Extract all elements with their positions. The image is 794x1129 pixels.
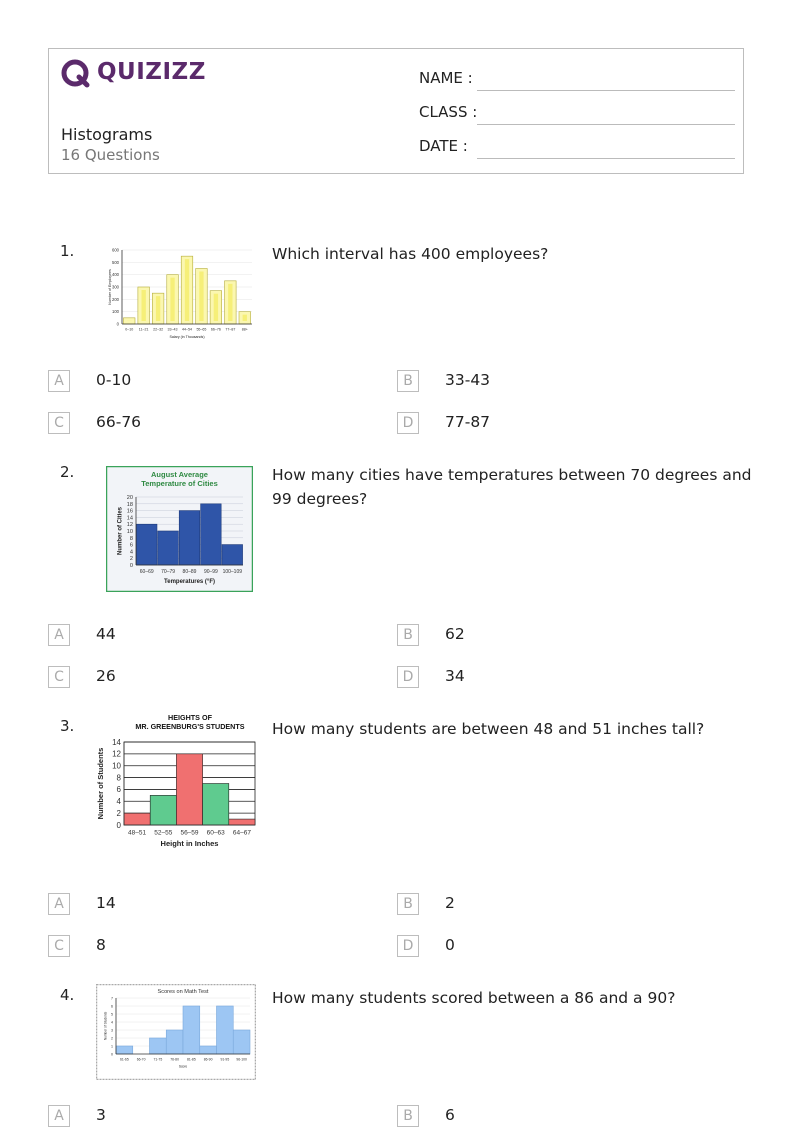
histogram-bar bbox=[217, 1006, 234, 1054]
x-category-label: 96-100 bbox=[236, 1057, 247, 1061]
histogram-bar bbox=[229, 819, 255, 825]
y-tick-label: 3 bbox=[111, 1028, 113, 1032]
option-text: 66-76 bbox=[96, 413, 141, 431]
x-category-label: 90–99 bbox=[204, 569, 218, 575]
logo-text: QUIZIZZ bbox=[97, 59, 206, 85]
question-text: Which interval has 400 employees? bbox=[272, 242, 752, 266]
option-letter: A bbox=[48, 893, 70, 915]
y-tick-label: 12 bbox=[112, 750, 121, 759]
x-category-label: 80–89 bbox=[183, 569, 197, 575]
histogram-chart-3 bbox=[94, 711, 260, 857]
x-category-label: 60–69 bbox=[140, 569, 154, 575]
x-category-label: 66-70 bbox=[137, 1057, 146, 1061]
x-category-label: 66–76 bbox=[211, 328, 221, 332]
class-line[interactable] bbox=[477, 124, 735, 125]
option-text: 6 bbox=[445, 1106, 455, 1124]
x-category-label: 71-75 bbox=[154, 1057, 163, 1061]
y-tick-label: 0 bbox=[111, 1052, 113, 1056]
option-text: 3 bbox=[96, 1106, 106, 1124]
x-category-label: 11–21 bbox=[139, 328, 149, 332]
histogram-chart-2 bbox=[106, 466, 253, 592]
bar-highlight bbox=[214, 294, 218, 321]
name-field[interactable] bbox=[419, 65, 735, 91]
y-tick-label: 4 bbox=[117, 797, 122, 806]
histogram-chart-1 bbox=[96, 244, 256, 342]
option-letter: D bbox=[397, 666, 419, 688]
x-category-label: 22–32 bbox=[153, 328, 163, 332]
question-number: 4. bbox=[60, 986, 74, 1004]
y-tick-label: 14 bbox=[127, 515, 133, 521]
histogram-bar bbox=[201, 504, 222, 565]
histogram-bar bbox=[136, 524, 157, 565]
y-tick-label: 16 bbox=[127, 509, 133, 515]
class-field[interactable] bbox=[419, 99, 735, 125]
y-tick-label: 6 bbox=[117, 785, 122, 794]
x-category-label: 64–67 bbox=[233, 830, 251, 837]
x-axis-label: Salary (in Thousands) bbox=[169, 335, 204, 339]
y-tick-label: 4 bbox=[111, 1020, 113, 1024]
bar-highlight bbox=[199, 272, 203, 322]
chart-title-line-2: Temperature of Cities bbox=[141, 479, 218, 488]
x-category-label: 76-80 bbox=[170, 1057, 179, 1061]
x-category-label: 0–10 bbox=[125, 328, 133, 332]
option-text: 44 bbox=[96, 625, 116, 643]
x-category-label: 33–43 bbox=[168, 328, 178, 332]
bar-highlight bbox=[170, 278, 174, 321]
date-field[interactable] bbox=[419, 133, 735, 159]
class-label: CLASS : bbox=[419, 103, 477, 121]
option-letter: B bbox=[397, 624, 419, 646]
option-letter: A bbox=[48, 370, 70, 392]
x-category-label: 91-95 bbox=[221, 1057, 230, 1061]
worksheet-title: Histograms bbox=[61, 125, 152, 144]
x-category-label: 86-90 bbox=[204, 1057, 213, 1061]
bar-highlight bbox=[185, 259, 189, 321]
option-text: 8 bbox=[96, 936, 106, 954]
x-category-label: 56–59 bbox=[180, 830, 198, 837]
bar-highlight bbox=[243, 315, 247, 321]
histogram-bar bbox=[222, 545, 243, 565]
y-tick-label: 8 bbox=[117, 773, 122, 782]
y-axis-label: Number of Employees bbox=[108, 269, 112, 305]
option-letter: B bbox=[397, 370, 419, 392]
y-tick-label: 4 bbox=[130, 549, 133, 555]
x-axis-label: Temperatures (°F) bbox=[164, 579, 215, 585]
option-text: 34 bbox=[445, 667, 465, 685]
histogram-bar bbox=[150, 795, 176, 825]
y-tick-label: 18 bbox=[127, 502, 133, 508]
x-category-label: 48–51 bbox=[128, 830, 146, 837]
y-tick-label: 5 bbox=[111, 1012, 113, 1016]
option-letter: B bbox=[397, 1105, 419, 1127]
quizizz-logo-icon bbox=[61, 59, 95, 89]
y-tick-label: 10 bbox=[112, 762, 121, 771]
x-category-label: 81-85 bbox=[187, 1057, 196, 1061]
option-letter: B bbox=[397, 893, 419, 915]
histogram-bar bbox=[203, 784, 229, 826]
y-tick-label: 400 bbox=[112, 272, 120, 277]
y-tick-label: 6 bbox=[130, 543, 133, 549]
bar-highlight bbox=[156, 296, 160, 321]
y-tick-label: 0 bbox=[117, 321, 120, 326]
question-text: How many cities have temperatures between 70 degrees and 99 degrees? bbox=[272, 463, 752, 511]
y-tick-label: 500 bbox=[112, 260, 120, 265]
y-tick-label: 100 bbox=[112, 309, 120, 314]
y-axis-label: Number of Students bbox=[104, 1011, 108, 1040]
y-tick-label: 7 bbox=[111, 996, 113, 1000]
question-count: 16 Questions bbox=[61, 146, 160, 164]
histogram-bar bbox=[176, 754, 202, 825]
x-category-label: 100–109 bbox=[223, 569, 243, 575]
x-category-label: 55–65 bbox=[196, 328, 206, 332]
x-category-label: 61-65 bbox=[120, 1057, 129, 1061]
histogram-bar bbox=[116, 1046, 133, 1054]
x-category-label: 44–54 bbox=[182, 328, 192, 332]
question-text: How many students scored between a 86 and a 90? bbox=[272, 986, 752, 1010]
chart-title: August Average bbox=[151, 470, 208, 479]
name-line[interactable] bbox=[477, 90, 735, 91]
y-tick-label: 12 bbox=[127, 522, 133, 528]
y-tick-label: 0 bbox=[117, 821, 122, 830]
option-letter: C bbox=[48, 412, 70, 434]
option-text: 77-87 bbox=[445, 413, 490, 431]
date-line[interactable] bbox=[477, 158, 735, 159]
x-axis-label: Score bbox=[179, 1065, 188, 1069]
histogram-bar bbox=[124, 813, 150, 825]
y-tick-label: 20 bbox=[127, 495, 133, 501]
option-letter: C bbox=[48, 666, 70, 688]
option-letter: C bbox=[48, 935, 70, 957]
y-axis-label: Number of Cities bbox=[117, 506, 123, 555]
x-category-label: 52–55 bbox=[154, 830, 172, 837]
x-category-label: 70–79 bbox=[161, 569, 175, 575]
worksheet-header bbox=[48, 48, 744, 174]
option-text: 0-10 bbox=[96, 371, 131, 389]
y-tick-label: 2 bbox=[117, 809, 122, 818]
option-letter: D bbox=[397, 412, 419, 434]
bar-highlight bbox=[142, 290, 146, 321]
bar-highlight bbox=[228, 284, 232, 321]
histogram-bar bbox=[233, 1030, 250, 1054]
histogram-bar bbox=[166, 1030, 183, 1054]
option-text: 33-43 bbox=[445, 371, 490, 389]
option-text: 0 bbox=[445, 936, 455, 954]
x-category-label: 88+ bbox=[242, 328, 248, 332]
question-number: 2. bbox=[60, 463, 74, 481]
histogram-bar bbox=[158, 531, 179, 565]
y-tick-label: 6 bbox=[111, 1004, 113, 1008]
y-tick-label: 10 bbox=[127, 529, 133, 535]
option-text: 2 bbox=[445, 894, 455, 912]
y-tick-label: 2 bbox=[111, 1036, 113, 1040]
y-tick-label: 200 bbox=[112, 297, 120, 302]
y-tick-label: 1 bbox=[111, 1044, 113, 1048]
histogram-chart-4 bbox=[96, 984, 256, 1080]
y-tick-label: 600 bbox=[112, 247, 120, 252]
x-category-label: 77–87 bbox=[225, 328, 235, 332]
x-axis-label: Height in Inches bbox=[161, 839, 219, 848]
histogram-bar bbox=[150, 1038, 167, 1054]
name-label: NAME : bbox=[419, 69, 473, 87]
x-category-label: 60–63 bbox=[207, 830, 225, 837]
y-tick-label: 0 bbox=[130, 563, 133, 569]
y-tick-label: 2 bbox=[130, 556, 133, 562]
option-text: 62 bbox=[445, 625, 465, 643]
option-letter: D bbox=[397, 935, 419, 957]
histogram-bar bbox=[183, 1006, 200, 1054]
question-number: 3. bbox=[60, 717, 74, 735]
option-letter: A bbox=[48, 624, 70, 646]
y-tick-label: 14 bbox=[112, 738, 121, 747]
date-label: DATE : bbox=[419, 137, 468, 155]
chart-title: HEIGHTS OF bbox=[168, 713, 213, 722]
y-tick-label: 300 bbox=[112, 284, 120, 289]
chart-title: Scores on Math Test bbox=[158, 989, 209, 995]
question-text: How many students are between 48 and 51 inches tall? bbox=[272, 717, 752, 741]
chart-title-line-2: MR. GREENBURG'S STUDENTS bbox=[135, 722, 244, 731]
option-text: 26 bbox=[96, 667, 116, 685]
y-tick-label: 8 bbox=[130, 536, 133, 542]
y-axis-label: Number of Students bbox=[96, 748, 105, 820]
histogram-bar bbox=[200, 1046, 217, 1054]
question-number: 1. bbox=[60, 242, 74, 260]
histogram-bar bbox=[179, 511, 200, 565]
option-text: 14 bbox=[96, 894, 116, 912]
option-letter: A bbox=[48, 1105, 70, 1127]
